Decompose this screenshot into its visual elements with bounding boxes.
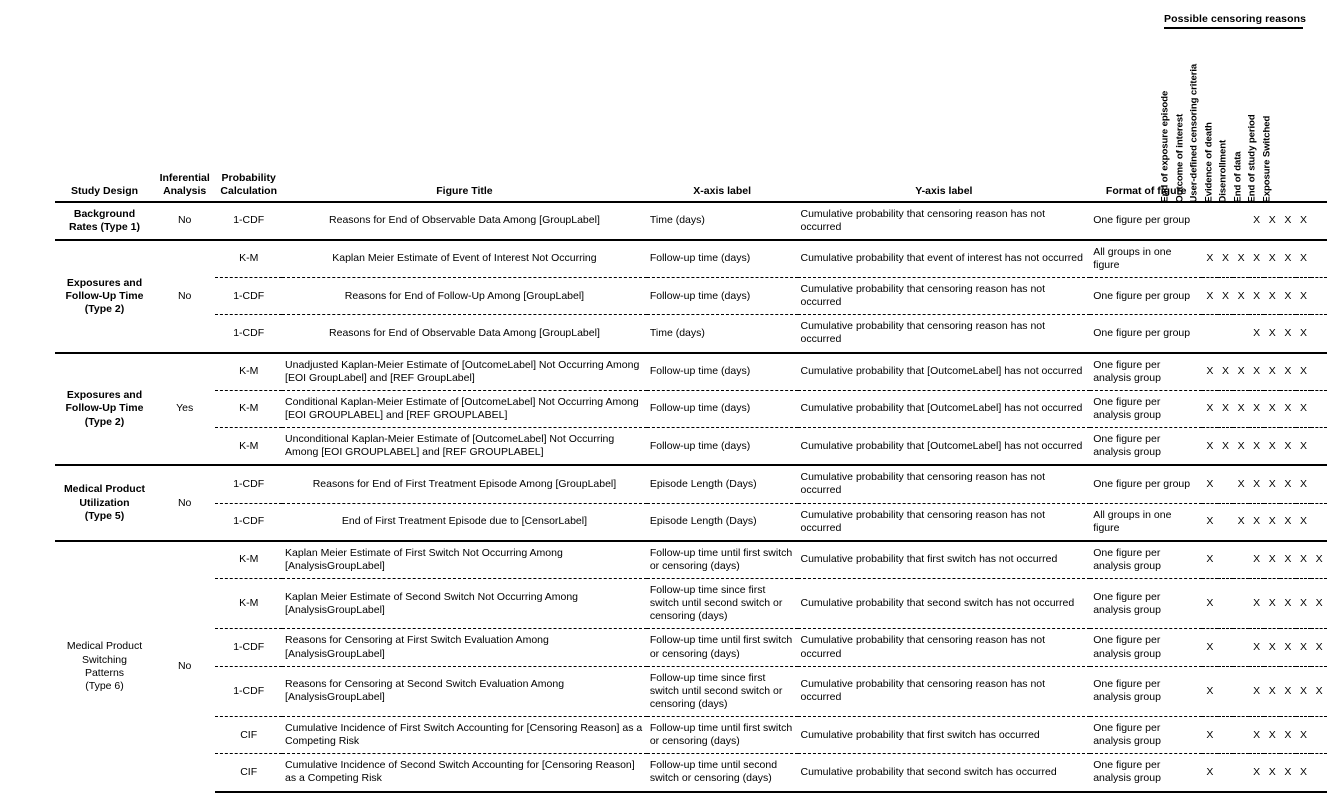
censoring-mark-cell-5: X (1264, 579, 1280, 629)
x-axis-label-cell: Follow-up time (days) (647, 278, 798, 315)
y-axis-label-cell: Cumulative probability that second switch has not occurred (798, 579, 1091, 629)
x-axis-label-cell: Episode Length (Days) (647, 503, 798, 541)
censoring-mark-cell-7: X (1296, 278, 1312, 315)
study-design-line-1: Medical Product (63, 483, 146, 496)
study-design-line-2: Follow-Up Time (65, 289, 144, 302)
censoring-mark-cell-4: X (1249, 465, 1265, 503)
censoring-reason-label-1: End of exposure episode (1159, 91, 1171, 203)
table-row (55, 666, 1327, 716)
probability-calculation-cell: 1-CDF (215, 503, 282, 541)
study-design-line-2: Rates (Type 1) (69, 220, 140, 233)
censoring-mark-cell-1: X (1202, 353, 1218, 391)
figure-title-cell: Conditional Kaplan-Meier Estimate of [OutcomeLabel] Not Occurring Among [EOI GROUPLABEL] and [REF GROUPLABEL] (282, 390, 647, 427)
censoring-mark-cell-8: X (1311, 579, 1327, 629)
study-design-line-1: Exposures and (66, 389, 143, 402)
censoring-mark-cell-4: X (1249, 315, 1265, 353)
header-censoring-reasons-spacer (1202, 172, 1327, 202)
censoring-mark-cell-1: X (1202, 717, 1218, 754)
censoring-mark-cell-5: X (1264, 503, 1280, 541)
header-probability-calculation-line1: Probability (221, 172, 276, 184)
probability-calculation-cell: 1-CDF (215, 629, 282, 666)
censoring-mark-cell-8: X (1311, 541, 1327, 579)
censoring-mark-cell-1: X (1202, 428, 1218, 466)
censoring-reason-label-7: End of study period (1246, 114, 1258, 203)
table-row (55, 629, 1327, 666)
censoring-mark-cell-5: X (1264, 666, 1280, 716)
censoring-mark-cell-3 (1233, 315, 1249, 353)
y-axis-label-cell: Cumulative probability that censoring reason has not occurred (798, 202, 1091, 240)
censoring-mark-cell-1: X (1202, 503, 1218, 541)
censoring-mark-cell-4: X (1249, 202, 1265, 240)
censoring-mark-cell-2 (1218, 541, 1234, 579)
censoring-mark-cell-7: X (1296, 629, 1312, 666)
table-row (55, 541, 1327, 579)
study-design-line-2: Switching (82, 653, 127, 666)
censoring-mark-cell-2: X (1218, 278, 1234, 315)
censoring-mark-cell-5: X (1264, 428, 1280, 466)
figure-title-cell: Reasons for End of Observable Data Among [GroupLabel] (282, 202, 647, 240)
format-of-figure-cell: One figure per analysis group (1090, 579, 1202, 629)
censoring-mark-cell-5: X (1264, 541, 1280, 579)
censoring-mark-cell-4: X (1249, 428, 1265, 466)
censoring-mark-cell-1: X (1202, 240, 1218, 278)
censoring-mark-cell-6: X (1280, 428, 1296, 466)
censoring-mark-cell-3: X (1233, 390, 1249, 427)
table-row (55, 390, 1327, 427)
censoring-mark-cell-2: X (1218, 390, 1234, 427)
table-header-row (55, 172, 1327, 202)
figure-title-cell: Kaplan Meier Estimate of First Switch Not Occurring Among [AnalysisGroupLabel] (282, 541, 647, 579)
censoring-reason-label-5: Disenrollment (1217, 140, 1229, 203)
study-design-cell (55, 465, 154, 541)
figure-title-cell: Unadjusted Kaplan-Meier Estimate of [OutcomeLabel] Not Occurring Among [EOI GroupLabel] and [REF GroupLabel] (282, 353, 647, 391)
y-axis-label-cell: Cumulative probability that [OutcomeLabel] has not occurred (798, 428, 1091, 466)
censoring-mark-cell-3: X (1233, 278, 1249, 315)
probability-calculation-cell: CIF (215, 754, 282, 792)
y-axis-label-cell: Cumulative probability that [OutcomeLabel] has not occurred (798, 353, 1091, 391)
x-axis-label-cell: Episode Length (Days) (647, 465, 798, 503)
figure-title-cell: End of First Treatment Episode due to [CensorLabel] (282, 503, 647, 541)
figure-title-cell: Reasons for Censoring at Second Switch Evaluation Among [AnalysisGroupLabel] (282, 666, 647, 716)
table-row (55, 315, 1327, 353)
inferential-analysis-cell: Yes (154, 353, 215, 466)
x-axis-label-cell: Follow-up time (days) (647, 428, 798, 466)
format-of-figure-cell: One figure per analysis group (1090, 353, 1202, 391)
study-design-cell (55, 240, 154, 353)
censoring-mark-cell-3 (1233, 541, 1249, 579)
censoring-mark-cell-7: X (1296, 353, 1312, 391)
probability-calculation-cell: 1-CDF (215, 666, 282, 716)
censoring-mark-cell-2 (1218, 754, 1234, 792)
study-design-line-3: (Type 2) (84, 302, 125, 315)
censoring-mark-cell-5: X (1264, 465, 1280, 503)
censoring-reasons-title: Possible censoring reasons (1164, 13, 1307, 25)
y-axis-label-cell: Cumulative probability that censoring reason has not occurred (798, 278, 1091, 315)
censoring-mark-cell-8 (1311, 315, 1327, 353)
censoring-mark-cell-4: X (1249, 579, 1265, 629)
censoring-mark-cell-6: X (1280, 541, 1296, 579)
study-design-line-3: (Type 2) (84, 415, 125, 428)
study-design-line-4: (Type 6) (85, 679, 124, 692)
y-axis-label-cell: Cumulative probability that censoring reason has not occurred (798, 465, 1091, 503)
censoring-mark-cell-4: X (1249, 754, 1265, 792)
censoring-mark-cell-4: X (1249, 503, 1265, 541)
censoring-mark-cell-1 (1202, 315, 1218, 353)
figure-title-cell: Kaplan Meier Estimate of Second Switch Not Occurring Among [AnalysisGroupLabel] (282, 579, 647, 629)
format-of-figure-cell: One figure per analysis group (1090, 717, 1202, 754)
x-axis-label-cell: Follow-up time (days) (647, 390, 798, 427)
censoring-mark-cell-6: X (1280, 503, 1296, 541)
table-row (55, 278, 1327, 315)
study-design-cell (55, 202, 154, 240)
censoring-mark-cell-8 (1311, 754, 1327, 792)
figure-title-cell: Kaplan Meier Estimate of Event of Interest Not Occurring (282, 240, 647, 278)
censoring-reason-label-6: End of data (1231, 151, 1243, 203)
censoring-mark-cell-1: X (1202, 629, 1218, 666)
censoring-mark-cell-6: X (1280, 754, 1296, 792)
censoring-mark-cell-2 (1218, 666, 1234, 716)
figure-title-cell: Reasons for End of Follow-Up Among [GroupLabel] (282, 278, 647, 315)
censoring-mark-cell-8: X (1311, 666, 1327, 716)
figure-title-cell: Reasons for End of Observable Data Among [GroupLabel] (282, 315, 647, 353)
censoring-mark-cell-2: X (1218, 240, 1234, 278)
censoring-mark-cell-3: X (1233, 503, 1249, 541)
x-axis-label-cell: Time (days) (647, 315, 798, 353)
censoring-mark-cell-2 (1218, 503, 1234, 541)
censoring-mark-cell-2 (1218, 579, 1234, 629)
censoring-mark-cell-7: X (1296, 717, 1312, 754)
x-axis-label-cell: Follow-up time until first switch or censoring (days) (647, 629, 798, 666)
censoring-mark-cell-4: X (1249, 240, 1265, 278)
censoring-mark-cell-4: X (1249, 278, 1265, 315)
censoring-mark-cell-5: X (1264, 278, 1280, 315)
study-design-line-3: (Type 5) (84, 509, 125, 522)
format-of-figure-cell: One figure per analysis group (1090, 390, 1202, 427)
header-format-of-figure: Format of figure (1090, 172, 1202, 202)
censoring-mark-cell-1: X (1202, 390, 1218, 427)
figure-title-cell: Reasons for End of First Treatment Episode Among [GroupLabel] (282, 465, 647, 503)
censoring-mark-cell-2: X (1218, 428, 1234, 466)
censoring-mark-cell-8 (1311, 717, 1327, 754)
study-design-line-1: Medical Product (66, 640, 143, 653)
censoring-mark-cell-1: X (1202, 666, 1218, 716)
probability-calculation-cell: K-M (215, 428, 282, 466)
censoring-reasons-rule (1164, 27, 1303, 29)
probability-calculation-cell: 1-CDF (215, 465, 282, 503)
censoring-mark-cell-4: X (1249, 353, 1265, 391)
censoring-mark-cell-6: X (1280, 202, 1296, 240)
x-axis-label-cell: Follow-up time (days) (647, 353, 798, 391)
censoring-mark-cell-3 (1233, 629, 1249, 666)
censoring-mark-cell-7: X (1296, 754, 1312, 792)
x-axis-label-cell: Follow-up time until first switch or censoring (days) (647, 717, 798, 754)
censoring-mark-cell-6: X (1280, 353, 1296, 391)
censoring-mark-cell-6: X (1280, 579, 1296, 629)
figure-specification-table (55, 172, 1327, 793)
y-axis-label-cell: Cumulative probability that censoring reason has not occurred (798, 666, 1091, 716)
x-axis-label-cell: Follow-up time until second switch or censoring (days) (647, 754, 798, 792)
censoring-mark-cell-3 (1233, 579, 1249, 629)
censoring-mark-cell-6: X (1280, 315, 1296, 353)
x-axis-label-cell: Follow-up time until first switch or censoring (days) (647, 541, 798, 579)
header-probability-calculation-line2: Calculation (220, 184, 277, 197)
probability-calculation-cell: CIF (215, 717, 282, 754)
censoring-mark-cell-1: X (1202, 278, 1218, 315)
censoring-mark-cell-7: X (1296, 315, 1312, 353)
study-design-line-2: Utilization (79, 496, 130, 509)
censoring-mark-cell-3 (1233, 666, 1249, 716)
censoring-mark-cell-1: X (1202, 465, 1218, 503)
censoring-mark-cell-7: X (1296, 202, 1312, 240)
censoring-mark-cell-1 (1202, 202, 1218, 240)
y-axis-label-cell: Cumulative probability that first switch has occurred (798, 717, 1091, 754)
format-of-figure-cell: One figure per group (1090, 278, 1202, 315)
censoring-mark-cell-3 (1233, 754, 1249, 792)
probability-calculation-cell: 1-CDF (215, 315, 282, 353)
study-design-line-2: Follow-Up Time (65, 402, 144, 415)
censoring-mark-cell-7: X (1296, 666, 1312, 716)
probability-calculation-cell: K-M (215, 579, 282, 629)
study-design-cell (55, 541, 154, 792)
x-axis-label-cell: Follow-up time since first switch until second switch or censoring (days) (647, 579, 798, 629)
probability-calculation-cell: K-M (215, 541, 282, 579)
censoring-mark-cell-5: X (1264, 315, 1280, 353)
y-axis-label-cell: Cumulative probability that censoring reason has not occurred (798, 315, 1091, 353)
table-body (55, 202, 1327, 792)
censoring-mark-cell-7: X (1296, 541, 1312, 579)
censoring-mark-cell-8: X (1311, 629, 1327, 666)
table-row (55, 465, 1327, 503)
table-row (55, 503, 1327, 541)
format-of-figure-cell: One figure per group (1090, 465, 1202, 503)
inferential-analysis-cell: No (154, 541, 215, 792)
censoring-reason-label-4: Evidence of death (1202, 122, 1214, 203)
censoring-mark-cell-6: X (1280, 629, 1296, 666)
censoring-mark-cell-4: X (1249, 541, 1265, 579)
censoring-mark-cell-7: X (1296, 503, 1312, 541)
x-axis-label-cell: Follow-up time (days) (647, 240, 798, 278)
censoring-mark-cell-1: X (1202, 754, 1218, 792)
format-of-figure-cell: All groups in one figure (1090, 503, 1202, 541)
figure-title-cell: Cumulative Incidence of Second Switch Accounting for [Censoring Reason] as a Competing Risk (282, 754, 647, 792)
header-y-axis-label: Y-axis label (798, 172, 1091, 202)
censoring-mark-cell-8 (1311, 428, 1327, 466)
inferential-analysis-cell: No (154, 465, 215, 541)
censoring-reason-label-3: User-defined censoring criteria (1188, 64, 1200, 203)
censoring-mark-cell-8 (1311, 503, 1327, 541)
study-design-line-1: Background (73, 207, 136, 220)
figure-title-cell: Cumulative Incidence of First Switch Accounting for [Censoring Reason] as a Competing Risk (282, 717, 647, 754)
censoring-mark-cell-7: X (1296, 390, 1312, 427)
censoring-mark-cell-5: X (1264, 202, 1280, 240)
figure-title-cell: Unconditional Kaplan-Meier Estimate of [OutcomeLabel] Not Occurring Among [EOI GROUPLABEL] and [REF GROUPLABEL] (282, 428, 647, 466)
study-design-cell (55, 353, 154, 466)
study-design-line-1: Exposures and (66, 276, 143, 289)
censoring-mark-cell-3: X (1233, 240, 1249, 278)
censoring-mark-cell-5: X (1264, 353, 1280, 391)
header-inferential-analysis-line1: Inferential (159, 172, 210, 184)
censoring-mark-cell-8 (1311, 390, 1327, 427)
y-axis-label-cell: Cumulative probability that censoring reason has not occurred (798, 503, 1091, 541)
x-axis-label-cell: Follow-up time since first switch until second switch or censoring (days) (647, 666, 798, 716)
format-of-figure-cell: One figure per analysis group (1090, 428, 1202, 466)
censoring-mark-cell-3 (1233, 202, 1249, 240)
censoring-mark-cell-2 (1218, 315, 1234, 353)
y-axis-label-cell: Cumulative probability that event of interest has not occurred (798, 240, 1091, 278)
probability-calculation-cell: 1-CDF (215, 278, 282, 315)
y-axis-label-cell: Cumulative probability that second switch has occurred (798, 754, 1091, 792)
header-figure-title: Figure Title (282, 172, 647, 202)
censoring-mark-cell-8 (1311, 240, 1327, 278)
inferential-analysis-cell: No (154, 202, 215, 240)
format-of-figure-cell: One figure per analysis group (1090, 629, 1202, 666)
study-design-line-3: Patterns (84, 666, 125, 679)
x-axis-label-cell: Time (days) (647, 202, 798, 240)
censoring-mark-cell-8 (1311, 353, 1327, 391)
censoring-mark-cell-1: X (1202, 579, 1218, 629)
probability-calculation-cell: K-M (215, 353, 282, 391)
censoring-mark-cell-5: X (1264, 754, 1280, 792)
censoring-mark-cell-2 (1218, 465, 1234, 503)
censoring-mark-cell-7: X (1296, 465, 1312, 503)
censoring-mark-cell-3: X (1233, 428, 1249, 466)
censoring-reasons-header (1164, 13, 1307, 29)
table-row (55, 579, 1327, 629)
format-of-figure-cell: All groups in one figure (1090, 240, 1202, 278)
inferential-analysis-cell: No (154, 240, 215, 353)
censoring-mark-cell-6: X (1280, 666, 1296, 716)
censoring-mark-cell-1: X (1202, 541, 1218, 579)
header-inferential-analysis (154, 172, 215, 202)
censoring-mark-cell-5: X (1264, 390, 1280, 427)
censoring-mark-cell-2 (1218, 629, 1234, 666)
censoring-mark-cell-8 (1311, 202, 1327, 240)
table-row (55, 202, 1327, 240)
censoring-mark-cell-4: X (1249, 666, 1265, 716)
censoring-mark-cell-6: X (1280, 465, 1296, 503)
y-axis-label-cell: Cumulative probability that first switch has not occurred (798, 541, 1091, 579)
y-axis-label-cell: Cumulative probability that [OutcomeLabel] has not occurred (798, 390, 1091, 427)
y-axis-label-cell: Cumulative probability that censoring reason has not occurred (798, 629, 1091, 666)
probability-calculation-cell: K-M (215, 240, 282, 278)
table-row (55, 754, 1327, 792)
censoring-mark-cell-5: X (1264, 240, 1280, 278)
format-of-figure-cell: One figure per analysis group (1090, 666, 1202, 716)
header-x-axis-label: X-axis label (647, 172, 798, 202)
censoring-mark-cell-7: X (1296, 240, 1312, 278)
censoring-reason-label-2: Outcome of interest (1173, 114, 1185, 203)
censoring-mark-cell-7: X (1296, 428, 1312, 466)
figure-title-cell: Reasons for Censoring at First Switch Evaluation Among [AnalysisGroupLabel] (282, 629, 647, 666)
censoring-mark-cell-6: X (1280, 390, 1296, 427)
censoring-mark-cell-6: X (1280, 717, 1296, 754)
censoring-mark-cell-7: X (1296, 579, 1312, 629)
censoring-mark-cell-2: X (1218, 353, 1234, 391)
censoring-mark-cell-2 (1218, 202, 1234, 240)
censoring-mark-cell-2 (1218, 717, 1234, 754)
censoring-mark-cell-3: X (1233, 465, 1249, 503)
format-of-figure-cell: One figure per analysis group (1090, 754, 1202, 792)
censoring-mark-cell-4: X (1249, 629, 1265, 666)
table-row (55, 717, 1327, 754)
censoring-mark-cell-4: X (1249, 390, 1265, 427)
table-row (55, 240, 1327, 278)
header-inferential-analysis-line2: Analysis (163, 184, 207, 197)
format-of-figure-cell: One figure per analysis group (1090, 541, 1202, 579)
censoring-mark-cell-6: X (1280, 240, 1296, 278)
censoring-mark-cell-8 (1311, 465, 1327, 503)
censoring-mark-cell-5: X (1264, 629, 1280, 666)
format-of-figure-cell: One figure per group (1090, 315, 1202, 353)
censoring-reason-label-8: Exposure Switched (1260, 116, 1272, 203)
table-row (55, 428, 1327, 466)
censoring-mark-cell-3 (1233, 717, 1249, 754)
probability-calculation-cell: 1-CDF (215, 202, 282, 240)
censoring-mark-cell-6: X (1280, 278, 1296, 315)
format-of-figure-cell: One figure per group (1090, 202, 1202, 240)
censoring-mark-cell-8 (1311, 278, 1327, 315)
header-study-design: Study Design (55, 172, 154, 202)
table-row (55, 353, 1327, 391)
censoring-mark-cell-3: X (1233, 353, 1249, 391)
header-probability-calculation (215, 172, 282, 202)
censoring-mark-cell-5: X (1264, 717, 1280, 754)
probability-calculation-cell: K-M (215, 390, 282, 427)
censoring-mark-cell-4: X (1249, 717, 1265, 754)
